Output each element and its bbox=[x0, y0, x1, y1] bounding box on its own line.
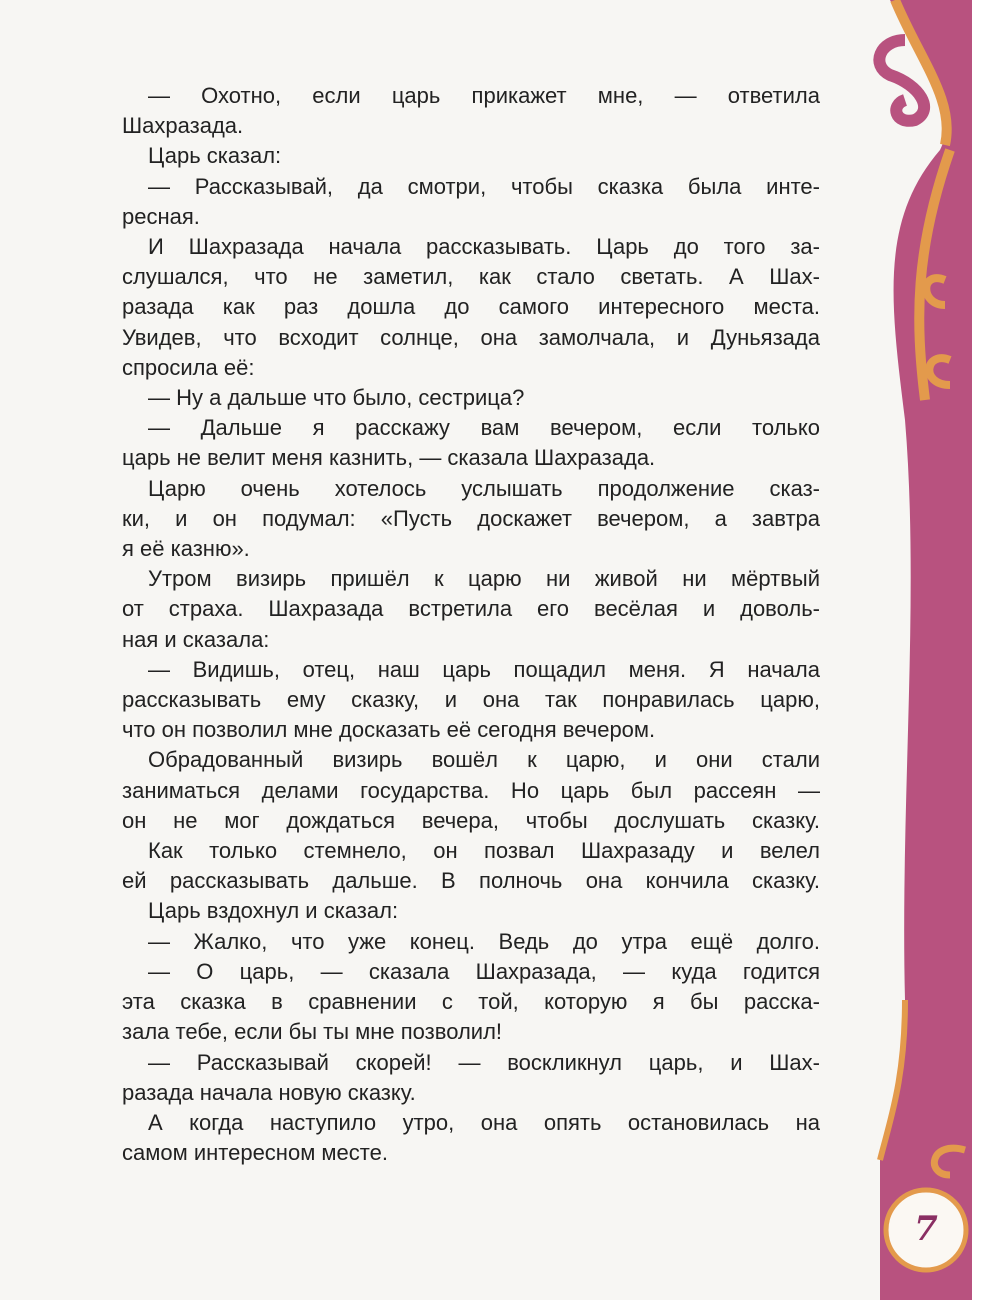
text-line: — Видишь, отец, наш царь пощадил меня. Я начала bbox=[148, 656, 820, 682]
page-number: 7 bbox=[914, 1209, 938, 1249]
text-line: — Ну а дальше что было, сестрица? bbox=[148, 385, 525, 411]
text-line: ная и сказала: bbox=[122, 626, 270, 652]
text-line: Царю очень хотелось услышать продолжение сказ- bbox=[148, 475, 820, 501]
text-line: спросила её: bbox=[122, 354, 255, 380]
body-text bbox=[122, 81, 820, 1168]
text-line: ки, и он подумал: «Пусть доскажет вечером, а завтра bbox=[122, 505, 820, 531]
text-line: — Рассказывай, да смотри, чтобы сказка была инте- bbox=[148, 173, 820, 199]
text-line: И Шахразада начала рассказывать. Царь до того за- bbox=[148, 234, 820, 260]
text-line: заниматься делами государства. Но царь был рассеян — bbox=[122, 777, 820, 803]
text-line: Шахразада. bbox=[122, 113, 244, 139]
text-line: Как только стемнело, он позвал Шахразаду и велел bbox=[148, 838, 820, 864]
text-line: ей рассказывать дальше. В полночь она кончила сказку. bbox=[122, 868, 820, 894]
text-line: — Рассказывай скорей! — воскликнул царь, и Шах- bbox=[148, 1049, 820, 1075]
text-line: царь не велит меня казнить, — сказала Шахразада. bbox=[122, 445, 656, 471]
text-line: — Жалко, что уже конец. Ведь до утра ещё долго. bbox=[148, 928, 820, 954]
text-line: Увидев, что всходит солнце, она замолчала, и Дуньязада bbox=[122, 324, 820, 350]
text-line: зала тебе, если бы ты мне позволил! bbox=[122, 1019, 503, 1045]
text-line: он не мог дождаться вечера, чтобы дослушать сказку. bbox=[122, 807, 820, 833]
text-line: что он позволил мне досказать её сегодня вечером. bbox=[122, 717, 656, 743]
text-line: Царь сказал: bbox=[148, 143, 282, 169]
text-line: А когда наступило утро, она опять остановилась на bbox=[148, 1109, 820, 1135]
text-line: рассказывать ему сказку, и она так понравилась царю, bbox=[122, 687, 820, 713]
text-line: — Дальше я расскажу вам вечером, если только bbox=[148, 415, 820, 441]
text-line: от страха. Шахразада встретила его весёлая и доволь- bbox=[122, 596, 820, 622]
text-line: Обрадованный визирь вошёл к царю, и они стали bbox=[148, 747, 820, 773]
text-line: я её казню». bbox=[122, 536, 250, 562]
text-line: Утром визирь пришёл к царю ни живой ни мёртвый bbox=[148, 566, 820, 592]
text-line: Царь вздохнул и сказал: bbox=[148, 898, 399, 924]
text-line: слушался, что не заметил, как стало светать. А Шах- bbox=[122, 264, 820, 290]
text-line: ресная. bbox=[122, 203, 200, 229]
text-line: эта сказка в сравнении с той, которую я бы расска- bbox=[122, 989, 820, 1015]
text-line: — О царь, — сказала Шахразада, — куда годится bbox=[148, 958, 820, 984]
text-line: разада как раз дошла до самого интересного места. bbox=[122, 294, 820, 320]
text-line: — Охотно, если царь прикажет мне, — ответила bbox=[148, 83, 820, 108]
text-line: разада начала новую сказку. bbox=[122, 1079, 416, 1105]
text-line: самом интересном месте. bbox=[122, 1140, 388, 1166]
